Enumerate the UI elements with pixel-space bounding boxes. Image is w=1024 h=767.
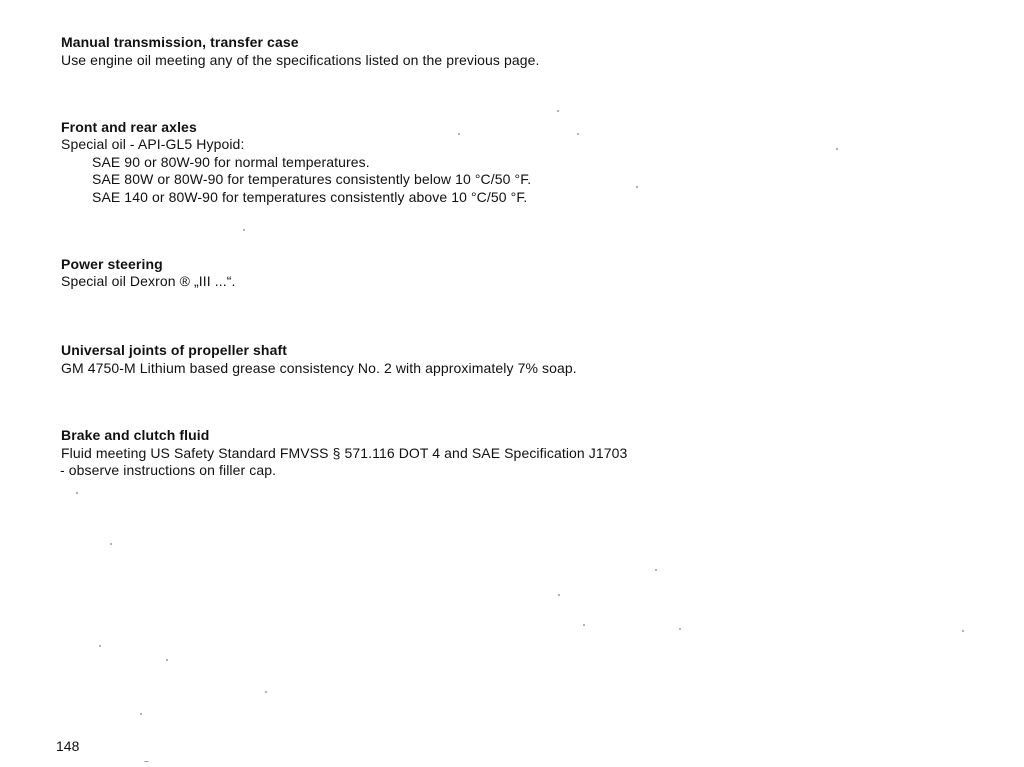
section-text-axles-sae140: SAE 140 or 80W-90 for temperatures consistently above 10 °C/50 °F. bbox=[92, 189, 528, 205]
scan-speck bbox=[76, 492, 78, 494]
section-text-brake-fluid-note: - observe instructions on filler cap. bbox=[60, 462, 277, 478]
scan-speck bbox=[962, 630, 964, 632]
scan-speck bbox=[558, 594, 560, 596]
section-text-manual-transmission: Use engine oil meeting any of the specifications listed on the previous page. bbox=[61, 52, 540, 68]
scan-speck bbox=[99, 645, 101, 647]
section-text-axles-oil: Special oil - API-GL5 Hypoid: bbox=[61, 136, 245, 152]
section-heading-universal-joints: Universal joints of propeller shaft bbox=[61, 342, 287, 358]
scan-speck bbox=[679, 628, 681, 630]
scan-speck bbox=[655, 569, 657, 571]
section-text-universal-joints: GM 4750-M Lithium based grease consistency No. 2 with approximately 7% soap. bbox=[61, 360, 577, 376]
scan-speck bbox=[265, 691, 267, 693]
scan-speck bbox=[458, 133, 460, 135]
section-heading-manual-transmission: Manual transmission, transfer case bbox=[61, 34, 299, 50]
section-heading-axles: Front and rear axles bbox=[61, 119, 197, 135]
scan-speck bbox=[243, 229, 245, 231]
section-text-brake-fluid-standard: Fluid meeting US Safety Standard FMVSS § 571.116 DOT 4 and SAE Specification J1703 bbox=[61, 445, 628, 461]
scan-speck bbox=[836, 148, 838, 150]
page-number: 148 bbox=[56, 738, 80, 754]
section-text-axles-sae90: SAE 90 or 80W-90 for normal temperatures. bbox=[92, 154, 370, 170]
scan-speck bbox=[110, 543, 112, 545]
scan-speck bbox=[140, 713, 142, 715]
section-text-axles-sae80w: SAE 80W or 80W-90 for temperatures consistently below 10 °C/50 °F. bbox=[92, 171, 532, 187]
section-text-power-steering: Special oil Dexron ® „III ...“. bbox=[61, 273, 236, 289]
scan-speck bbox=[636, 186, 638, 188]
scan-speck bbox=[583, 624, 585, 626]
scan-speck bbox=[166, 659, 168, 661]
scan-speck bbox=[144, 761, 149, 762]
scan-speck bbox=[557, 110, 559, 112]
scan-speck bbox=[577, 133, 579, 135]
section-heading-brake-fluid: Brake and clutch fluid bbox=[61, 427, 210, 443]
section-heading-power-steering: Power steering bbox=[61, 256, 163, 272]
